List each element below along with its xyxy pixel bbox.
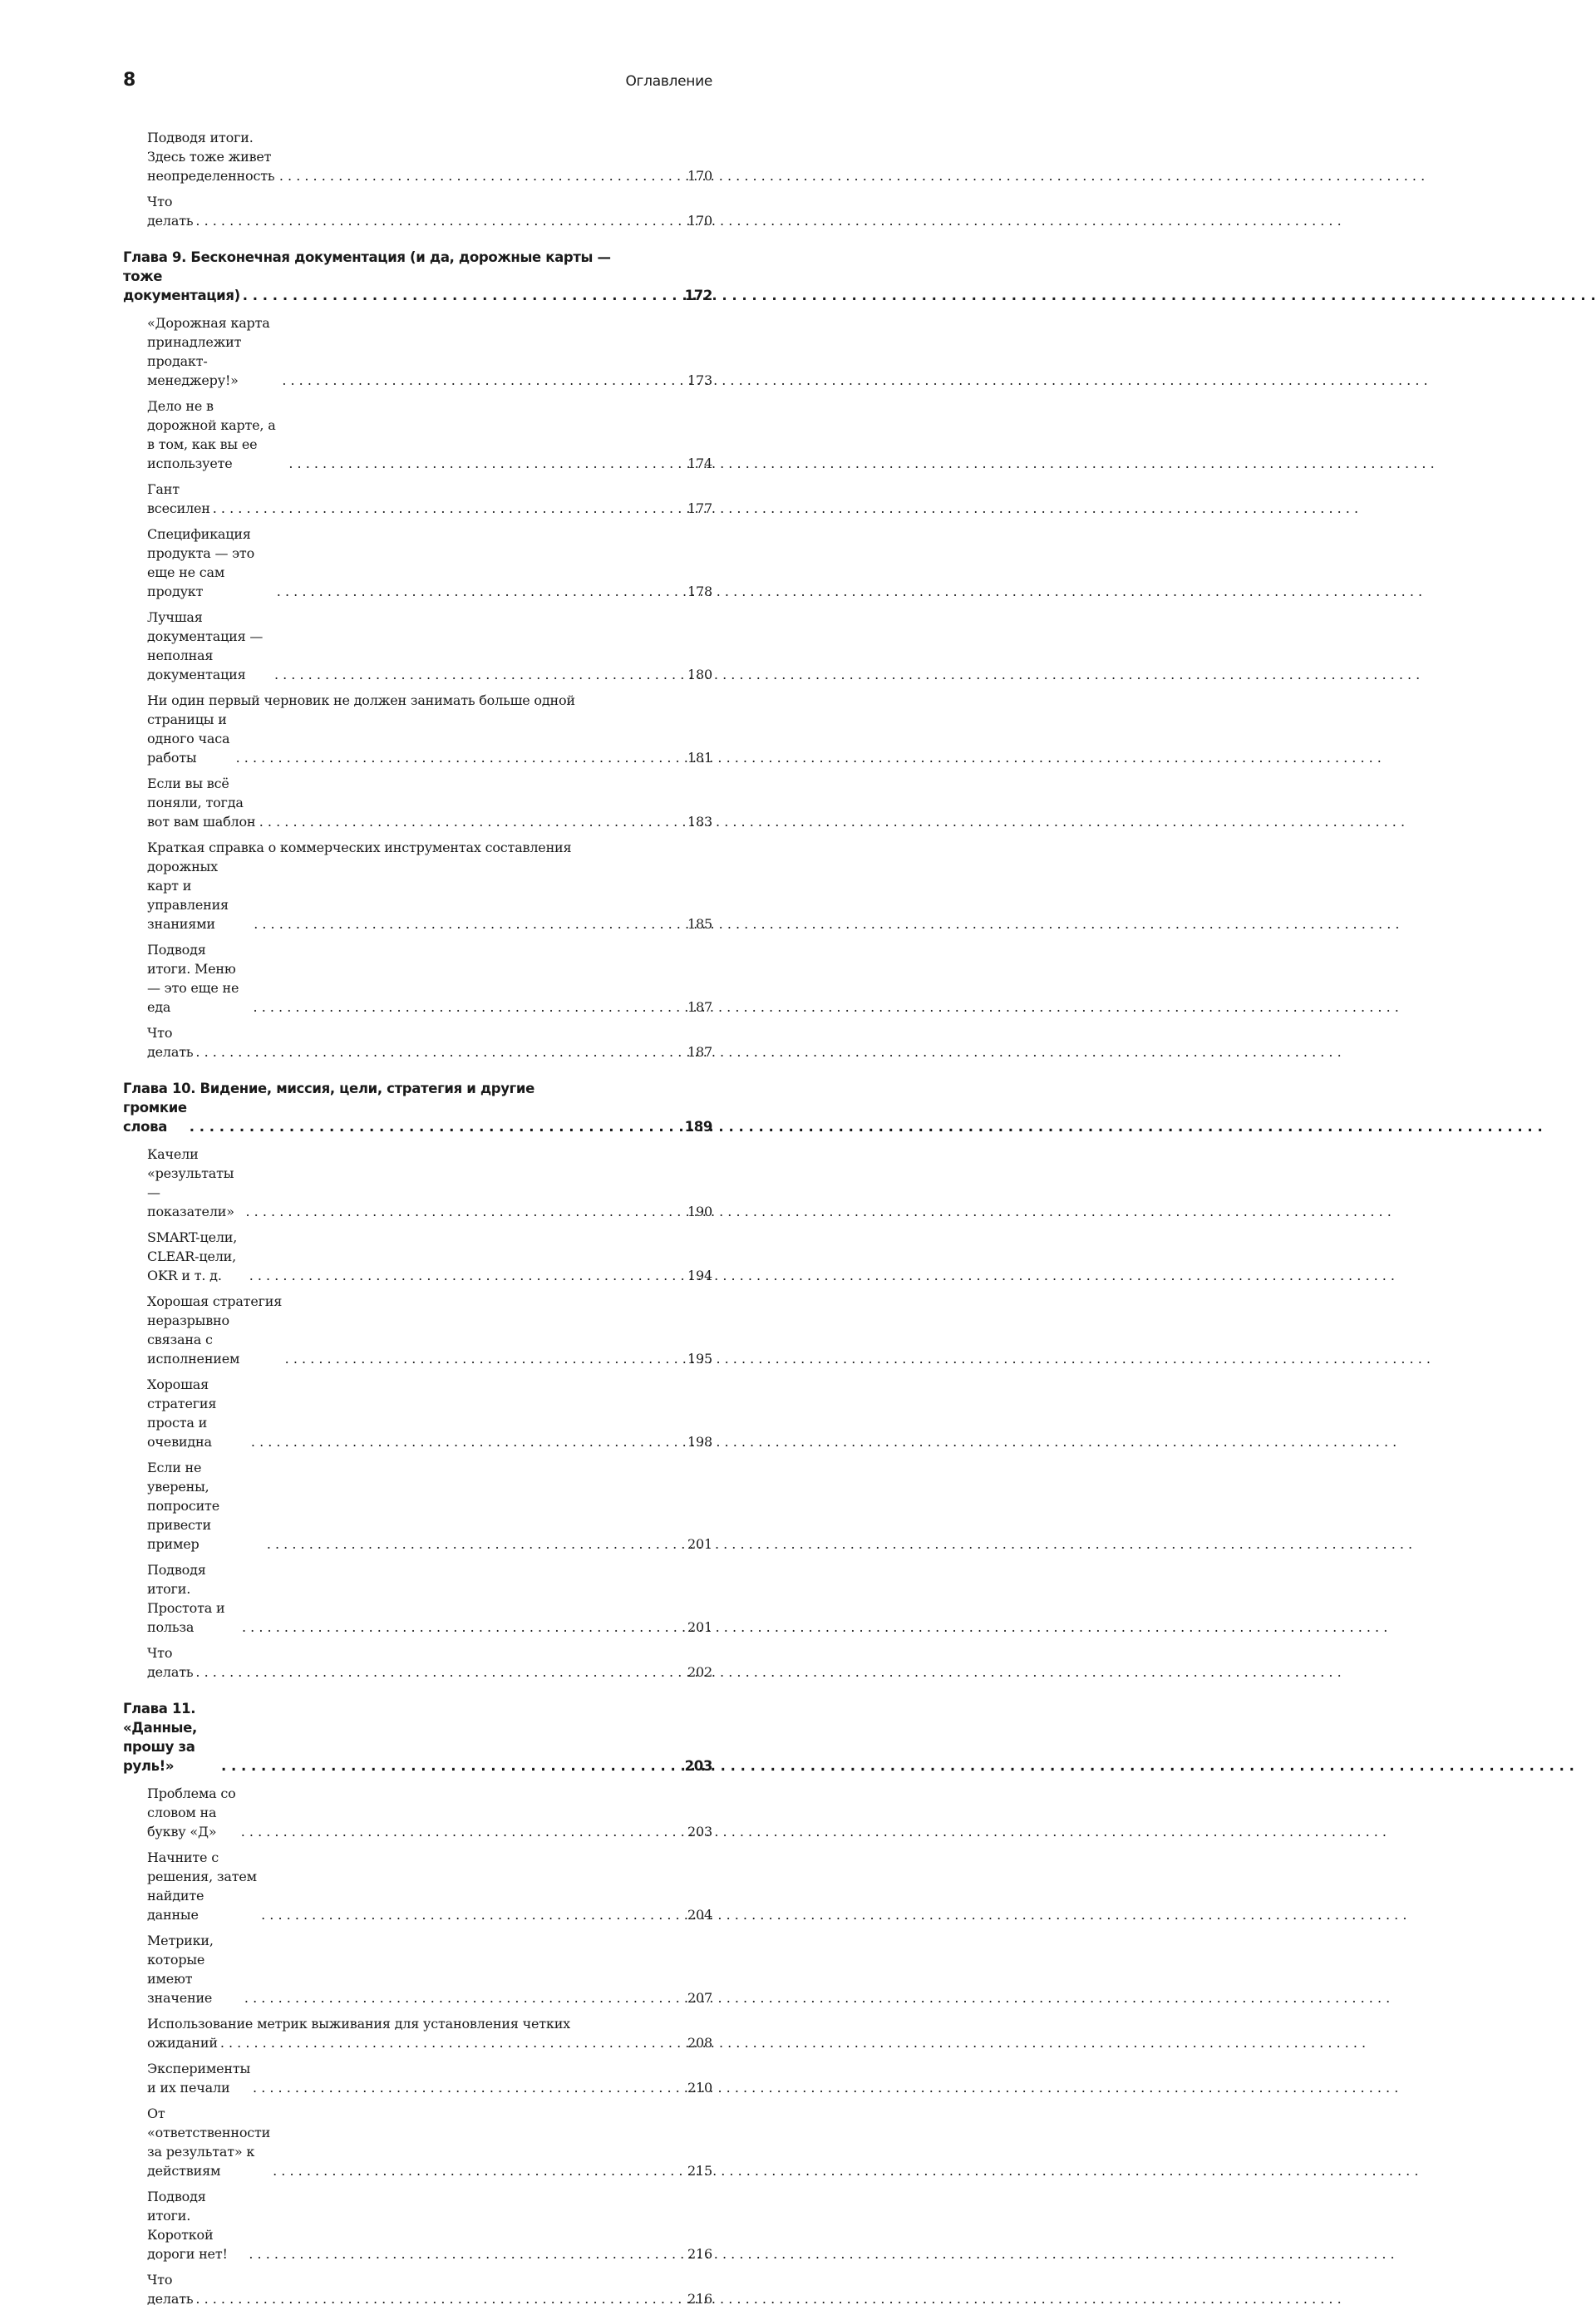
book-page (123, 0, 712, 2307)
toc-entry-title: Подводя итоги. Простота и польза (147, 1562, 225, 1635)
toc-page-number: 177 (687, 500, 712, 516)
toc-page-number: 215 (687, 2163, 712, 2179)
toc-section-entry (123, 1643, 712, 1682)
toc-entry-title: Подводя итоги. Здесь тоже живет неопределенность (147, 130, 275, 184)
toc-entry-title: Что делать (147, 194, 194, 229)
toc-section-entry (123, 397, 712, 473)
dot-leader (243, 286, 679, 305)
toc-entry-row (147, 2033, 712, 2052)
dot-leader (282, 371, 685, 390)
dot-leader (242, 1618, 685, 1637)
toc-entry-title: Что делать (147, 1025, 194, 1060)
toc-section-entry (123, 1292, 712, 1368)
dot-leader (253, 2078, 685, 2097)
toc-chapter-entry (123, 1079, 712, 1136)
toc-entry-row (123, 1098, 712, 1136)
toc-page-number: 174 (687, 456, 712, 471)
toc-section-entry (123, 2059, 712, 2097)
dot-leader (236, 748, 685, 767)
toc-section-entry (123, 2187, 712, 2263)
toc-entry-title: Эксперименты и их печали (147, 2061, 251, 2096)
toc-section-entry (123, 1931, 712, 2007)
toc-section-entry (123, 1458, 712, 1554)
toc-entry-title: Хорошая стратегия неразрывно связана с исполнением (147, 1293, 283, 1367)
toc-entry-title-line: Глава 9. Бесконечная документация (и да, дорожные карты — (123, 249, 611, 265)
toc-page-number: 201 (687, 1619, 712, 1635)
dot-leader (249, 2244, 685, 2263)
toc-entry-title-line: Краткая справка о коммерческих инструментах составления (147, 840, 572, 855)
toc-page-number: 181 (687, 750, 712, 766)
toc-entry-title: Качели «результаты — показатели» (147, 1146, 234, 1219)
toc-entry-title: Гант всесилен (147, 481, 210, 516)
toc-page-number: 216 (687, 2291, 712, 2307)
toc-entry-row (147, 1375, 712, 1451)
toc-section-entry (123, 480, 712, 518)
toc-entry-title: ожиданий (147, 2035, 218, 2051)
toc-section-entry (123, 2104, 712, 2180)
page-number: 8 (123, 70, 136, 91)
toc-entry-row (147, 1145, 712, 1221)
dot-leader (277, 582, 685, 601)
toc-page-number: 204 (687, 1907, 712, 1923)
toc-page-number: 189 (684, 1119, 712, 1135)
toc-entry-row (123, 1699, 712, 1776)
toc-entry-title: Проблема со словом на букву «Д» (147, 1786, 236, 1840)
toc-section-entry (123, 774, 712, 831)
toc-entry-row (147, 480, 712, 518)
toc-entry-title: Начните с решения, затем найдите данные (147, 1850, 257, 1923)
toc-entry-title: страницы и одного часа работы (147, 712, 230, 766)
toc-entry-title: Дело не в дорожной карте, а в том, как вы ее используете (147, 398, 276, 471)
toc-entry-title: Если не уверены, попросите привести пример (147, 1460, 219, 1552)
dot-leader (241, 1822, 685, 1841)
dot-leader (254, 914, 685, 933)
dot-leader (195, 211, 685, 230)
toc-entry-row (147, 1643, 712, 1682)
dot-leader (267, 1534, 685, 1554)
toc-entry-row (147, 397, 712, 473)
toc-page-number: 207 (687, 1990, 712, 2006)
toc-section-entry (123, 1145, 712, 1221)
toc-entry-row (147, 2059, 712, 2097)
toc-entry-row (147, 1931, 712, 2007)
toc-entry-row (147, 525, 712, 601)
dot-leader (221, 1756, 679, 1776)
toc-entry-row (147, 1228, 712, 1285)
toc-section-entry (123, 1023, 712, 1061)
toc-entry-title: громкие слова (123, 1100, 187, 1135)
toc-section-entry (123, 1560, 712, 1637)
toc-page-number: 172 (684, 288, 712, 303)
dot-leader (273, 2161, 685, 2180)
toc-page-number: 202 (687, 1664, 712, 1680)
toc-page-number: 203 (687, 1824, 712, 1840)
toc-page-number: 180 (687, 667, 712, 682)
toc-entry-title: Подводя итоги. Короткой дороги нет! (147, 2189, 228, 2262)
toc-entry-title: От «ответственности за результат» к действиям (147, 2106, 271, 2179)
toc-page-number: 216 (687, 2246, 712, 2262)
toc-entry-row (147, 940, 712, 1017)
toc-entry-row (147, 1848, 712, 1924)
toc-entry-row (147, 1458, 712, 1554)
toc-entry-row (123, 267, 712, 305)
dot-leader (251, 1432, 685, 1451)
toc-entry-title: Метрики, которые имеют значение (147, 1933, 214, 2006)
toc-chapter-entry (123, 248, 712, 305)
toc-entry-row (147, 1292, 712, 1368)
toc-page-number: 185 (687, 916, 712, 932)
toc-entry-row (147, 2270, 712, 2308)
toc-entry-title: дорожных карт и управления знаниями (147, 859, 229, 932)
dot-leader (220, 2033, 685, 2052)
toc-chapter-entry (123, 1699, 712, 1776)
dot-leader (213, 499, 685, 518)
toc-section-entry (123, 313, 712, 390)
toc-entry-row (147, 2104, 712, 2180)
toc-entry-row (147, 710, 712, 767)
toc-page-number: 178 (687, 584, 712, 599)
toc-entry-row (147, 2187, 712, 2263)
toc-entry-title: Глава 11. «Данные, прошу за руль!» (123, 1701, 197, 1774)
toc-entry-row (147, 774, 712, 831)
toc-page-number: 198 (687, 1434, 712, 1450)
toc-entry-title: Подводя итоги. Меню — это еще не еда (147, 942, 239, 1015)
dot-leader (195, 1662, 685, 1682)
toc-entry-row (147, 1784, 712, 1841)
toc-page-number: 201 (687, 1536, 712, 1552)
toc-entry-title: SMART-цели, CLEAR-цели, OKR и т. д. (147, 1229, 238, 1283)
dot-leader (249, 1266, 685, 1285)
dot-leader (288, 454, 685, 473)
toc-entry-title: Что делать (147, 1645, 194, 1680)
toc-section-entry (123, 1228, 712, 1285)
toc-page-number: 187 (687, 999, 712, 1015)
toc-section-entry (123, 128, 712, 185)
toc-page-number: 195 (687, 1351, 712, 1367)
toc-entry-row (147, 1023, 712, 1061)
dot-leader (195, 1042, 685, 1061)
dot-leader (274, 665, 685, 684)
dot-leader (195, 2289, 685, 2308)
dot-leader (259, 812, 685, 831)
toc-entry-title: тоже документация) (123, 268, 240, 303)
toc-entry-title-line: Глава 10. Видение, миссия, цели, стратегия и другие (123, 1081, 534, 1096)
toc-page-number: 183 (687, 814, 712, 830)
toc-page-number: 173 (687, 372, 712, 388)
toc-section-entry (123, 940, 712, 1017)
toc-entry-row (147, 192, 712, 230)
toc-page-number: 194 (687, 1268, 712, 1283)
toc-section-entry (123, 1848, 712, 1924)
toc-entry-title: Лучшая документация — неполная документация (147, 609, 264, 682)
toc-entry-title: Спецификация продукта — это еще не сам продукт (147, 526, 255, 599)
dot-leader (285, 1349, 685, 1368)
toc-section-entry (123, 2014, 712, 2052)
toc-entry-title: «Дорожная карта принадлежит продакт-менеджеру!» (147, 315, 270, 388)
toc-section-entry (123, 691, 712, 767)
toc-section-entry (123, 2270, 712, 2308)
page-header (123, 70, 712, 95)
dot-leader (246, 1202, 686, 1221)
toc-page-number: 210 (687, 2080, 712, 2096)
toc-entry-title-line: Использование метрик выживания для установления четких (147, 2016, 571, 2032)
toc-section-entry (123, 838, 712, 933)
toc-entry-row (147, 313, 712, 390)
toc-entry-title: Если вы всё поняли, тогда вот вам шаблон (147, 776, 256, 830)
toc-page-number: 170 (687, 213, 712, 229)
toc-page-number: 187 (687, 1044, 712, 1060)
dot-leader (244, 1988, 685, 2007)
toc-entry-row (147, 1560, 712, 1637)
dot-leader (279, 166, 685, 185)
toc-entry-row (147, 857, 712, 933)
toc-page-number: 203 (684, 1758, 712, 1774)
toc-entry-title-line: Ни один первый черновик не должен занимать больше одной (147, 692, 575, 708)
running-title: Оглавление (625, 73, 712, 90)
dot-leader (261, 1905, 685, 1924)
toc-section-entry (123, 525, 712, 601)
toc-entry-title: Что делать (147, 2272, 194, 2307)
toc-entry-row (147, 608, 712, 684)
toc-page-number: 190 (687, 1204, 712, 1219)
toc-page-number: 170 (687, 168, 712, 184)
toc-section-entry (123, 192, 712, 230)
toc-entry-title: Хорошая стратегия проста и очевидна (147, 1377, 217, 1450)
dot-leader (254, 997, 686, 1017)
toc-section-entry (123, 608, 712, 684)
table-of-contents (123, 128, 712, 2315)
toc-entry-row (147, 128, 712, 185)
toc-section-entry (123, 1375, 712, 1451)
dot-leader (190, 1117, 679, 1136)
toc-section-entry (123, 1784, 712, 1841)
toc-page-number: 208 (687, 2035, 712, 2051)
